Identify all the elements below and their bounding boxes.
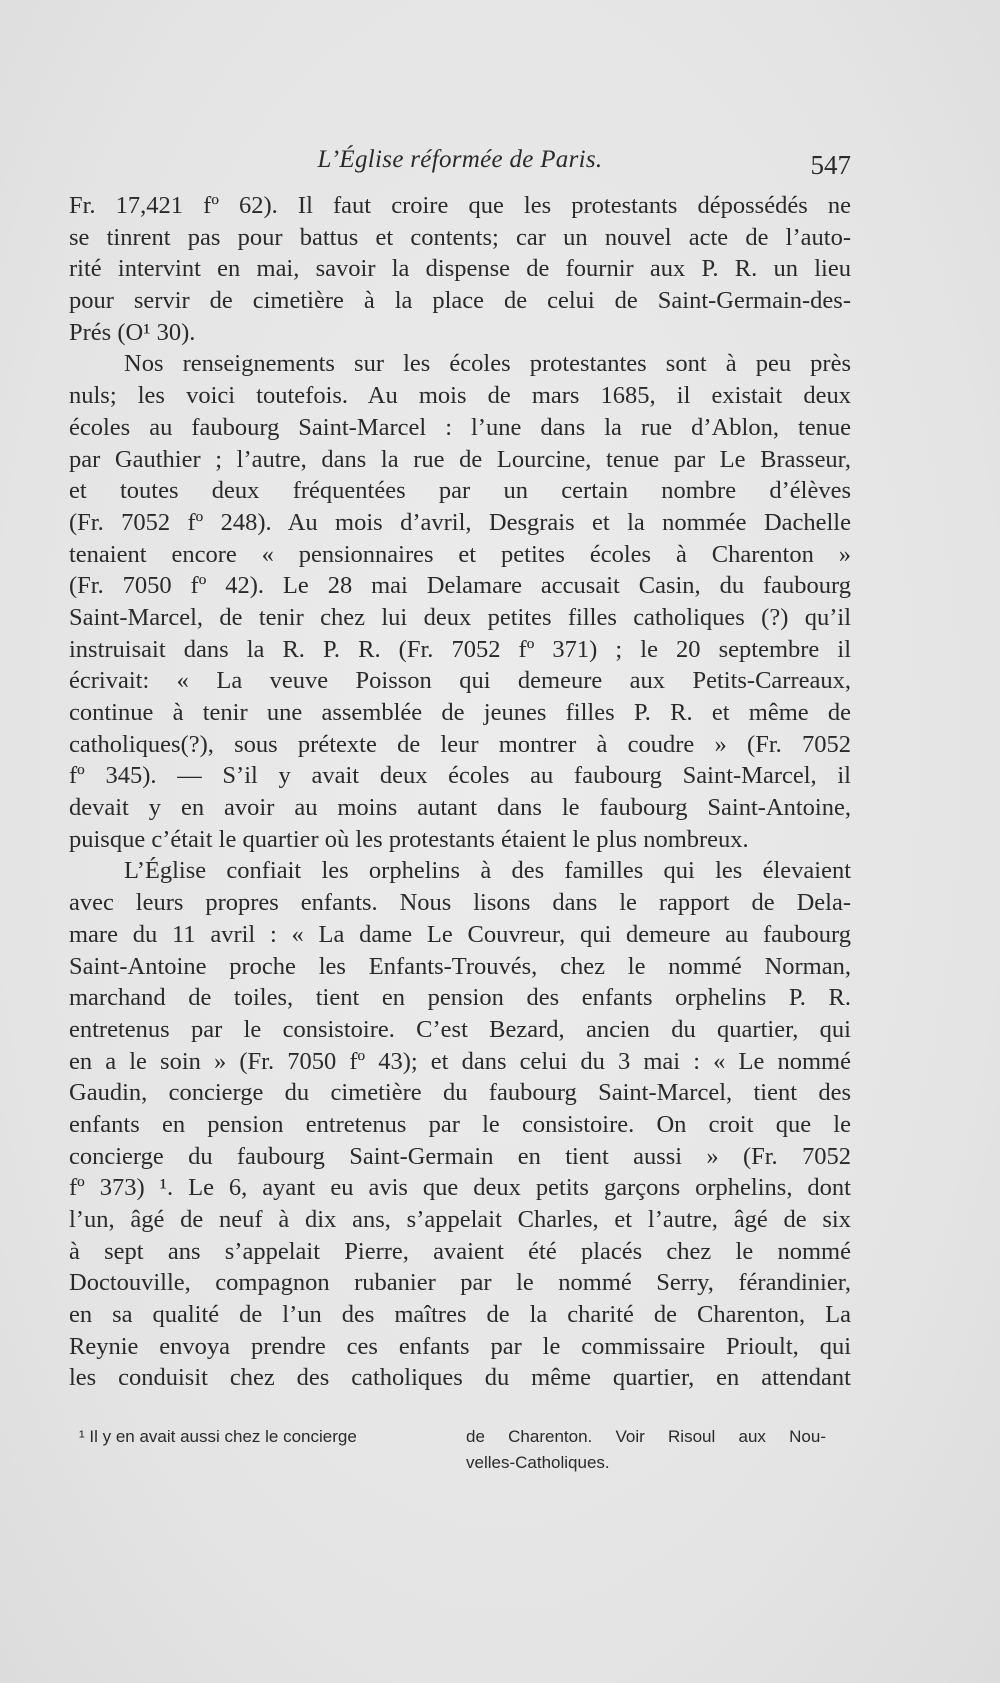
text-line: continue à tenir une assemblée de jeunes filles P. R. et même de xyxy=(69,699,851,726)
footnote xyxy=(79,1424,845,1450)
text-line: L’Église confiait les orphelins à des familles qui les élevaient xyxy=(124,857,851,885)
text-line: fº 345). — S’il y avait deux écoles au faubourg Saint-Marcel, il xyxy=(69,762,851,790)
text-line: pour servir de cimetière à la place de celui de Saint-Germain-des- xyxy=(69,287,851,315)
text-line: l’un, âgé de neuf à dix ans, s’appelait Charles, et l’autre, âgé de six xyxy=(69,1206,851,1233)
text-line: à sept ans s’appelait Pierre, avaient été placés chez le nommé xyxy=(69,1237,851,1265)
text-line: Prés (O¹ 30). xyxy=(69,318,196,346)
text-line: catholiques(?), sous prétexte de leur montrer à coudre » (Fr. 7052 xyxy=(69,730,851,758)
text-line: fº 373) ¹. Le 6, ayant eu avis que deux petits garçons orphelins, dont xyxy=(69,1174,851,1202)
text-line: Fr. 17,421 fº 62). Il faut croire que les protestants dépossédés ne xyxy=(69,192,851,219)
text-line: instruisait dans la R. P. R. (Fr. 7052 fº 371) ; le 20 septembre il xyxy=(69,635,851,663)
text-line: puisque c’était le quartier où les protestants étaient le plus nombreux. xyxy=(69,825,749,853)
text-line: nuls; les voici toutefois. Au mois de mars 1685, il existait deux xyxy=(69,382,851,410)
text-line: Saint-Marcel, de tenir chez lui deux petites filles catholiques (?) qu’il xyxy=(69,603,851,631)
text-line: Saint-Antoine proche les Enfants-Trouvés, chez le nommé Norman, xyxy=(69,952,851,980)
footnote-text-right-cont: velles-Catholiques. xyxy=(466,1453,610,1472)
text-line: (Fr. 7050 fº 42). Le 28 mai Delamare accusait Casin, du faubourg xyxy=(69,572,851,600)
text-line: Gaudin, concierge du cimetière du faubourg Saint-Marcel, tient des xyxy=(69,1079,851,1107)
text-line: marchand de toiles, tient en pension des enfants orphelins P. R. xyxy=(69,984,851,1012)
text-line: en sa qualité de l’un des maîtres de la charité de Charenton, La xyxy=(69,1301,851,1329)
text-line: concierge du faubourg Saint-Germain en tient aussi » (Fr. 7052 xyxy=(69,1142,851,1170)
text-line: en a le soin » (Fr. 7050 fº 43); et dans celui du 3 mai : « Le nommé xyxy=(69,1047,851,1075)
page-number: 547 xyxy=(810,150,851,180)
text-line: écoles au faubourg Saint-Marcel : l’une dans la rue d’Ablon, tenue xyxy=(69,413,851,441)
page-header xyxy=(69,140,851,190)
text-line: Reynie envoya prendre ces enfants par le commissaire Prioult, qui xyxy=(69,1332,851,1360)
text-line: par Gauthier ; l’autre, dans la rue de Lourcine, tenue par Le Brasseur, xyxy=(69,445,851,473)
running-title: L’Église réformée de Paris. xyxy=(317,146,603,173)
text-line: et toutes deux fréquentées par un certain nombre d’élèves xyxy=(69,477,851,505)
text-line: mare du 11 avril : « La dame Le Couvreur, qui demeure au faubourg xyxy=(69,920,851,948)
text-line: se tinrent pas pour battus et contents; car un nouvel acte de l’auto- xyxy=(69,223,851,251)
text-line: écrivait: « La veuve Poisson qui demeure aux Petits-Carreaux, xyxy=(69,667,851,695)
footnote-continuation xyxy=(79,1450,845,1476)
text-line: entretenus par le consistoire. C’est Bezard, ancien du quartier, qui xyxy=(69,1015,851,1043)
text-line: rité intervint en mai, savoir la dispense de fournir aux P. R. un lieu xyxy=(69,255,851,283)
text-line: Nos renseignements sur les écoles protestantes sont à peu près xyxy=(124,350,851,378)
text-line: avec leurs propres enfants. Nous lisons dans le rapport de Dela- xyxy=(69,889,851,917)
text-line: devait y en avoir au moins autant dans le faubourg Saint-Antoine, xyxy=(69,794,851,822)
text-line: tenaient encore « pensionnaires et petites écoles à Charenton » xyxy=(69,540,851,568)
text-line: (Fr. 7052 fº 248). Au mois d’avril, Desgrais et la nommée Dachelle xyxy=(69,508,851,536)
footnote-text-left: ¹ Il y en avait aussi chez le concierge xyxy=(79,1427,357,1446)
body-text xyxy=(69,190,851,1394)
text-line: les conduisit chez des catholiques du même quartier, en attendant xyxy=(69,1364,851,1392)
footnote-text-right: de Charenton. Voir Risoul aux Nou- xyxy=(466,1427,826,1446)
text-line: enfants en pension entretenus par le consistoire. On croit que le xyxy=(69,1110,851,1138)
footnotes xyxy=(79,1424,845,1476)
text-line: Doctouville, compagnon rubanier par le nommé Serry, férandinier, xyxy=(69,1269,851,1297)
